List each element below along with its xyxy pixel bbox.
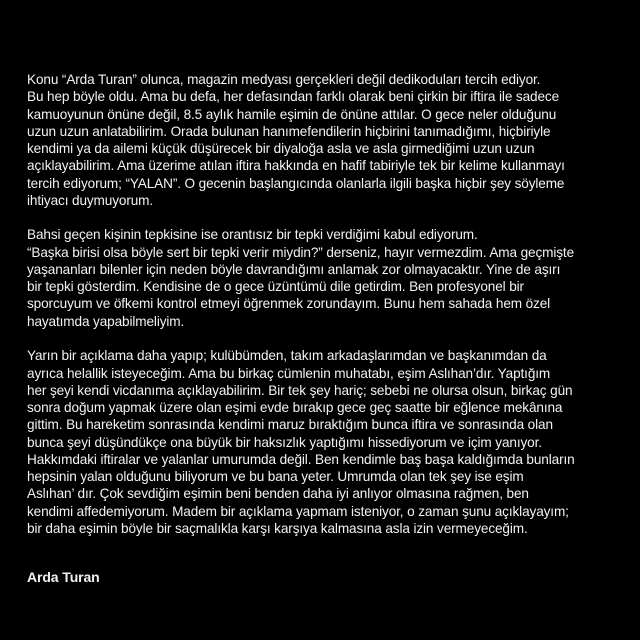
text-line: bunca şeyi düşündükçe ona büyük bir haksızlık yaptığımı hissediyorum ve içim yanıyor.	[27, 434, 542, 450]
text-line: ihtiyacı duymuyorum.	[27, 192, 154, 208]
text-line: “Başka birisi olsa böyle sert bir tepki verir miydin?” derseniz, hayır vermezdim. Ama geçmişte	[27, 244, 575, 260]
text-line: sonra doğum yapmak üzere olan eşimi evde bırakıp gece geç saatte bir eğlence mekânına	[27, 400, 563, 416]
paragraph-2	[27, 226, 627, 330]
text-line: gittim. Bu hareketim sonrasında kendimi maruz bıraktığım bunca iftira ve sonrasında olan	[27, 417, 553, 433]
paragraph-1	[27, 71, 627, 209]
text-line: bir tepki gösterdim. Kendisine de o gece üzüntümü dile getirdim. Ben profesyonel bir	[27, 279, 524, 295]
signature: Arda Turan	[27, 569, 100, 585]
statement-body	[27, 71, 627, 554]
text-line: uzun uzun anlatabilirim. Orada bulunan hanımefendilerin hiçbirini tanımadığımı, hiçbiriyle	[27, 123, 551, 139]
text-line: Konu “Arda Turan” olunca, magazin medyası gerçekleri değil dedikoduları tercih ediyor.	[27, 72, 541, 87]
paragraph-3	[27, 347, 627, 537]
text-line: Bahsi geçen kişinin tepkisine ise orantısız bir tepki verdiğimi kabul ediyorum.	[27, 227, 478, 243]
text-line: Bu hep böyle oldu. Ama bu defa, her defasından farklı olarak beni çirkin bir iftira ile sadece	[27, 89, 560, 105]
text-line: açıklayabilirim. Ama üzerime atılan iftira hakkında en hafif tabiriyle tek bir kelime kullanmayı	[27, 158, 565, 174]
text-line: ayrıca helallik isteyeceğim. Ama bu birkaç cümlenin muhatabı, eşim Aslıhan’dır. Yaptığım	[27, 365, 551, 381]
text-line: kendimi ya da ailemi küçük düşürecek bir diyaloğa asla ve asla girmediğimi uzun uzun	[27, 141, 535, 157]
text-line: kamuoyunun önüne değil, 8.5 aylık hamile eşimin de önüne attılar. O gece neler olduğunu	[27, 106, 557, 122]
text-line: sporcuyum ve öfkemi kontrol etmeyi öğrenmek zorundayım. Bunu hem sahada hem özel	[27, 296, 551, 312]
text-line: her şeyi kendi vicdanıma açıklayabilirim. Bir tek şey hariç; sebebi ne olursa olsun, birkaç gün	[27, 382, 573, 398]
text-line: Yarın bir açıklama daha yapıp; kulübümden, takım arkadaşlarımdan ve başkanımdan da	[27, 348, 547, 364]
text-line: Hakkımdaki iftiralar ve yalanlar umurumda değil. Ben kendimle baş başa kaldığımda bunların	[27, 451, 575, 467]
text-line: yaşananları bilenler için neden böyle davrandığımı anlamak zor olmayacaktır. Yine de aşırı	[27, 261, 561, 277]
text-line: Aslıhan’ dır. Çok sevdiğim eşimin beni benden daha iyi anlıyor olmasına rağmen, ben	[27, 486, 529, 502]
text-line: hayatımda yapabilmeliyim.	[27, 313, 185, 329]
text-line: bir daha eşimin böyle bir saçmalıkla karşı karşıya kalmasına asla izin vermeyeceğim.	[27, 520, 528, 536]
text-line: hepsinin yalan olduğunu biliyorum ve bu bana yeter. Umrumda olan tek şey ise eşim	[27, 469, 524, 485]
text-line: tercih ediyorum; “YALAN”. O gecenin başlangıcında olanlarla ilgili başka hiçbir şey söyleme	[27, 175, 565, 191]
text-line: kendimi affedemiyorum. Madem bir açıklama yapmam isteniyor, o zaman şunu açıklayayım;	[27, 503, 569, 519]
